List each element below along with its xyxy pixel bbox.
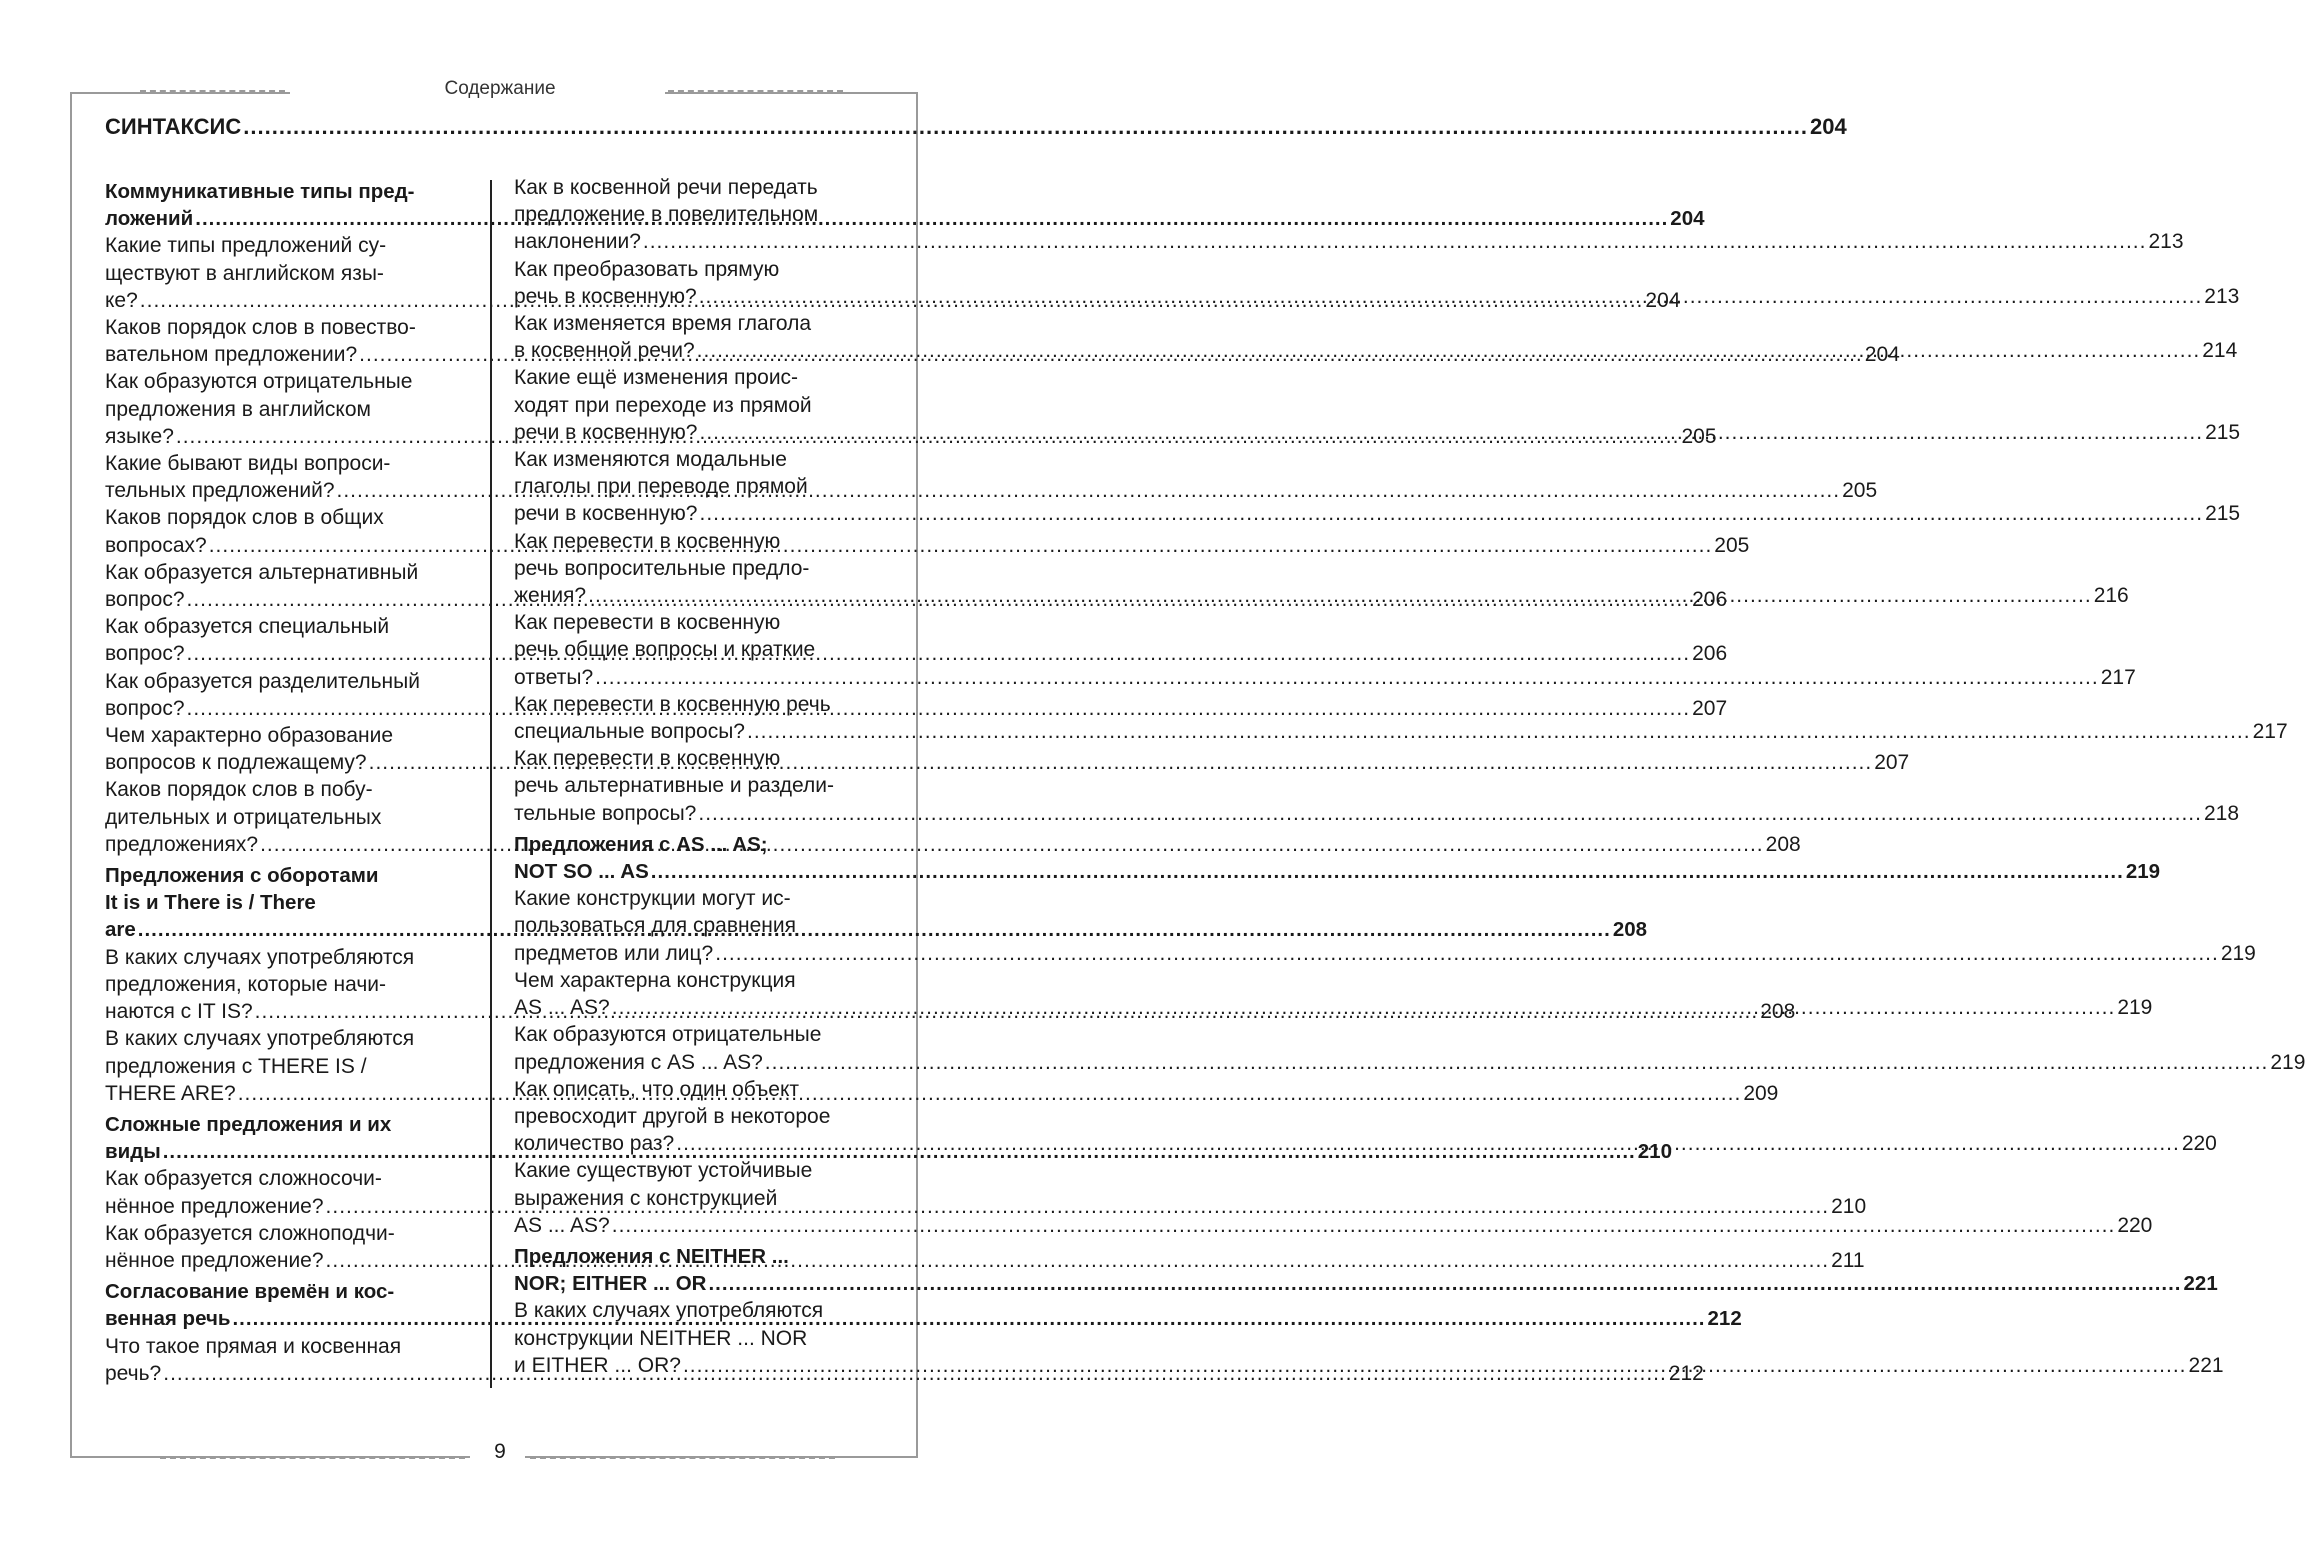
- dot-leader: [209, 532, 1713, 559]
- dot-leader: [612, 1212, 2116, 1239]
- toc-page-number: 219: [2125, 860, 2161, 884]
- toc-entry-text: наются с IT IS?: [105, 1000, 253, 1024]
- toc-entry-text: вательном предложении?: [105, 343, 358, 367]
- toc-page-number: 221: [2183, 1272, 2218, 1296]
- toc-page-number: 218: [2203, 801, 2240, 825]
- toc-page-number: 204: [1670, 207, 1705, 231]
- toc-entry-text: вопрос?: [105, 588, 185, 612]
- dot-leader: [699, 283, 2203, 310]
- dot-leader: [699, 500, 2203, 527]
- toc-entry-text: количество раз?: [514, 1132, 675, 1156]
- toc-entry-line: Как изменяется время глагола: [514, 312, 812, 336]
- toc-entry-line: Как образуется разделительный: [105, 669, 420, 693]
- main-section-leader: [241, 110, 1810, 144]
- toc-entry-line: Предложения с AS ... AS;: [514, 832, 768, 856]
- toc-entry-line: Согласование времён и кос-: [105, 1280, 395, 1304]
- toc-entry-text: AS ... AS?: [514, 996, 610, 1020]
- toc-entry-line: Как изменяются модальные: [514, 448, 787, 472]
- toc-entry-line: В каких случаях употребляются: [514, 1299, 824, 1323]
- toc-entry-line: Как образуются отрицательные: [514, 1023, 822, 1047]
- toc-entry-line: Как перевести в косвенную: [514, 529, 781, 553]
- toc-page-number: 221: [2188, 1353, 2224, 1377]
- toc-entry-line: речь альтернативные и раздели-: [514, 774, 834, 798]
- toc-page-number: 220: [2117, 1213, 2153, 1237]
- toc-entry-line: Предложения с NEITHER ...: [514, 1244, 789, 1268]
- toc-entry-text: AS ... AS?: [514, 1213, 610, 1237]
- dot-leader: [232, 1305, 1705, 1332]
- toc-page-number: 208: [1612, 918, 1648, 942]
- main-section-page: 204: [1809, 114, 1847, 139]
- toc-page-number: 209: [1743, 1081, 1779, 1105]
- dot-leader: [643, 228, 2147, 255]
- toc-entry-line: Каков порядок слов в общих: [105, 506, 384, 530]
- toc-page-number: 206: [1692, 588, 1728, 612]
- toc-entry-line: ществуют в английском язы-: [105, 261, 384, 285]
- toc-entry-last-line: [514, 858, 2161, 885]
- toc-entry-line: Каков порядок слов в побу-: [105, 778, 373, 802]
- toc-entry-line: предложение в повелительном: [514, 203, 819, 227]
- toc-entry-line: Коммуникативные типы пред-: [105, 180, 415, 203]
- toc-page-number: 215: [2205, 502, 2241, 526]
- toc-entry-text: языке?: [105, 424, 174, 448]
- toc-entry-last-line: [514, 664, 2136, 691]
- toc-entry-line: речь вопросительные предло-: [514, 556, 810, 580]
- toc-entry-line: Как образуются отрицательные: [105, 370, 413, 394]
- toc-page-number: 208: [1760, 1000, 1796, 1024]
- toc-page-number: 210: [1637, 1140, 1672, 1164]
- toc-entry-line: предложения, которые начи-: [105, 972, 387, 996]
- toc-entry-text: THERE ARE?: [105, 1081, 236, 1105]
- toc-entry-line: пользоваться для сравнения: [514, 914, 796, 938]
- toc-entry-last-line: [514, 1049, 2305, 1076]
- dot-leader: [765, 1049, 2269, 1076]
- toc-entry-line: Каков порядок слов в повество-: [105, 316, 416, 340]
- toc-entry-text: нённое предложение?: [105, 1248, 324, 1272]
- toc-entry-text: вопрос?: [105, 642, 185, 666]
- toc-entry-line: Какие бывают виды вопроси-: [105, 452, 391, 476]
- dot-leader: [698, 800, 2202, 827]
- toc-entry-text: тельных предложений?: [105, 479, 335, 503]
- toc-entry-text: NOR; EITHER ... OR: [514, 1272, 707, 1296]
- toc-entry-text: ответы?: [514, 665, 594, 689]
- dot-leader: [747, 718, 2251, 745]
- toc-entry-text: жения?: [514, 584, 587, 608]
- toc-page-number: 216: [2093, 584, 2129, 608]
- dot-leader: [260, 831, 1764, 858]
- toc-entry-line: глаголы при переводе прямой: [514, 475, 808, 499]
- toc-entry-line: Какие ещё изменения проис-: [514, 366, 799, 390]
- toc-item-entry[interactable]: [514, 1021, 2305, 1075]
- toc-page-number: 214: [2202, 339, 2238, 363]
- toc-page-number: 217: [2100, 665, 2136, 689]
- toc-page-number: 208: [1765, 832, 1801, 856]
- toc-entry-text: тельные вопросы?: [514, 801, 697, 825]
- toc-entry-line: речь общие вопросы и краткие: [514, 638, 816, 662]
- toc-entry-text: виды: [105, 1140, 161, 1164]
- toc-entry-line: Как перевести в косвенную: [514, 611, 781, 635]
- toc-entry-text: вопросов к подлежащему?: [105, 751, 367, 775]
- toc-entry-line: Как образуется альтернативный: [105, 560, 419, 584]
- dot-leader: [588, 582, 2092, 609]
- toc-entry-text: и EITHER ... OR?: [514, 1353, 681, 1377]
- toc-entry-text: вопрос?: [105, 696, 185, 720]
- toc-entry-line: Как преобразовать прямую: [514, 257, 780, 281]
- toc-page-number: 210: [1831, 1194, 1867, 1218]
- dot-leader: [676, 1130, 2180, 1157]
- toc-entry-line: предложения с THERE IS /: [105, 1054, 367, 1078]
- toc-entry-line: конструкции NEITHER ... NOR: [514, 1326, 808, 1350]
- toc-page-number: 204: [1645, 288, 1681, 312]
- toc-page-number: 206: [1692, 642, 1728, 666]
- toc-entry-text: наклонении?: [514, 230, 641, 254]
- toc-entry-line: Сложные предложения и их: [105, 1112, 392, 1136]
- dot-leader: [715, 940, 2219, 967]
- toc-entry-text: предложения с AS ... AS?: [514, 1050, 763, 1074]
- toc-entry-line: Как образуется сложносочи-: [105, 1167, 382, 1191]
- toc-page-number: 205: [1681, 424, 1717, 448]
- toc-page-number: 207: [1692, 696, 1728, 720]
- toc-entry-last-line: [514, 500, 2241, 527]
- main-section-heading[interactable]: [105, 110, 1847, 144]
- toc-entry-line: ходят при переходе из прямой: [514, 393, 812, 417]
- toc-entry-text: NOT SO ... AS: [514, 860, 649, 884]
- toc-entry-line: Как перевести в косвенную речь: [514, 692, 831, 716]
- toc-entry-text: в косвенной речи?: [514, 339, 695, 363]
- page-number: 9: [494, 1440, 506, 1463]
- toc-page-number: 211: [1831, 1248, 1865, 1272]
- toc-page-number: 207: [1874, 751, 1910, 775]
- toc-page-number: 204: [1864, 343, 1900, 367]
- toc-entry-line: Что такое прямая и косвенная: [105, 1334, 402, 1358]
- toc-entry-text: ке?: [105, 288, 138, 312]
- toc-page-number: 205: [1842, 479, 1878, 503]
- main-section-title: СИНТАКСИС: [105, 114, 242, 139]
- toc-entry-text: нённое предложение?: [105, 1194, 324, 1218]
- toc-entry-line: Какие конструкции могут ис-: [514, 887, 791, 911]
- toc-page-number: 205: [1714, 533, 1750, 557]
- toc-page-number: 213: [2148, 230, 2184, 254]
- toc-entry-line: Как образуется сложноподчи-: [105, 1221, 395, 1245]
- toc-entry-text: речь?: [105, 1361, 162, 1385]
- toc-entry-line: дительных и отрицательных: [105, 805, 382, 829]
- toc-entry-line: Как образуется специальный: [105, 615, 390, 639]
- toc-entry-text: венная речь: [105, 1307, 231, 1331]
- toc-entry-line: В каких случаях употребляются: [105, 945, 415, 969]
- toc-entry-line: Какие существуют устойчивые: [514, 1159, 813, 1183]
- toc-page-number: 220: [2181, 1132, 2217, 1156]
- toc-entry-line: Какие типы предложений су-: [105, 234, 387, 258]
- dot-leader: [595, 664, 2099, 691]
- toc-entry-text: предметов или лиц?: [514, 941, 714, 965]
- toc-entry-text: are: [105, 918, 136, 942]
- toc-entry-line: Чем характерно образование: [105, 724, 394, 748]
- toc-page-number: 213: [2204, 284, 2240, 308]
- toc-entry-line: Как перевести в косвенную: [514, 747, 781, 771]
- toc-entry-text: речь в косвенную?: [514, 284, 697, 308]
- toc-page-number: 219: [2220, 941, 2256, 965]
- dot-leader: [697, 337, 2201, 364]
- toc-entry-line: Чем характерна конструкция: [514, 968, 796, 992]
- toc-page-number: 217: [2252, 720, 2288, 744]
- toc-entry-text: вопросах?: [105, 533, 207, 557]
- toc-entry-last-line: [514, 940, 2256, 967]
- toc-entry-line: выражения с конструкцией: [514, 1186, 778, 1210]
- toc-entry-text: речи в косвенную?: [514, 502, 698, 526]
- toc-entry-text: ложений: [105, 207, 194, 231]
- toc-entry-line: It is и There is / There: [105, 891, 316, 915]
- dot-leader: [708, 1270, 2181, 1297]
- toc-page-number: 215: [2205, 420, 2241, 444]
- toc-entry-last-line: [514, 1270, 2218, 1297]
- toc-entry-line: превосходит другой в некоторое: [514, 1104, 831, 1128]
- toc-entry-text: специальные вопросы?: [514, 720, 745, 744]
- toc-entry-line: Как описать, что один объект: [514, 1077, 799, 1101]
- toc-page-number: 219: [2270, 1050, 2305, 1074]
- running-header: Содержание: [444, 78, 556, 99]
- dot-leader: [651, 858, 2124, 885]
- toc-entry-line: Предложения с оборотами: [105, 864, 379, 888]
- toc-entry-last-line: [514, 718, 2288, 745]
- toc-entry-last-line: [514, 1212, 2153, 1239]
- toc-page-number: 219: [2117, 996, 2153, 1020]
- dot-leader: [699, 419, 2203, 446]
- toc-entry-line: В каких случаях употребляются: [105, 1027, 415, 1051]
- toc-entry-last-line: [514, 228, 2184, 255]
- toc-entry-last-line: [514, 800, 2240, 827]
- toc-page-number: 212: [1707, 1307, 1742, 1331]
- toc-entry-line: Как в косвенной речи передать: [514, 176, 818, 199]
- toc-entry-text: речи в косвенную?: [514, 420, 698, 444]
- dot-leader: [683, 1352, 2187, 1379]
- column-divider: [490, 180, 492, 1388]
- dot-leader: [612, 994, 2116, 1021]
- toc-entry-line: предложения в английском: [105, 397, 371, 421]
- dot-leader: [238, 1080, 1742, 1107]
- toc-entry-text: предложениях?: [105, 832, 259, 856]
- toc-page-number: 212: [1668, 1361, 1704, 1385]
